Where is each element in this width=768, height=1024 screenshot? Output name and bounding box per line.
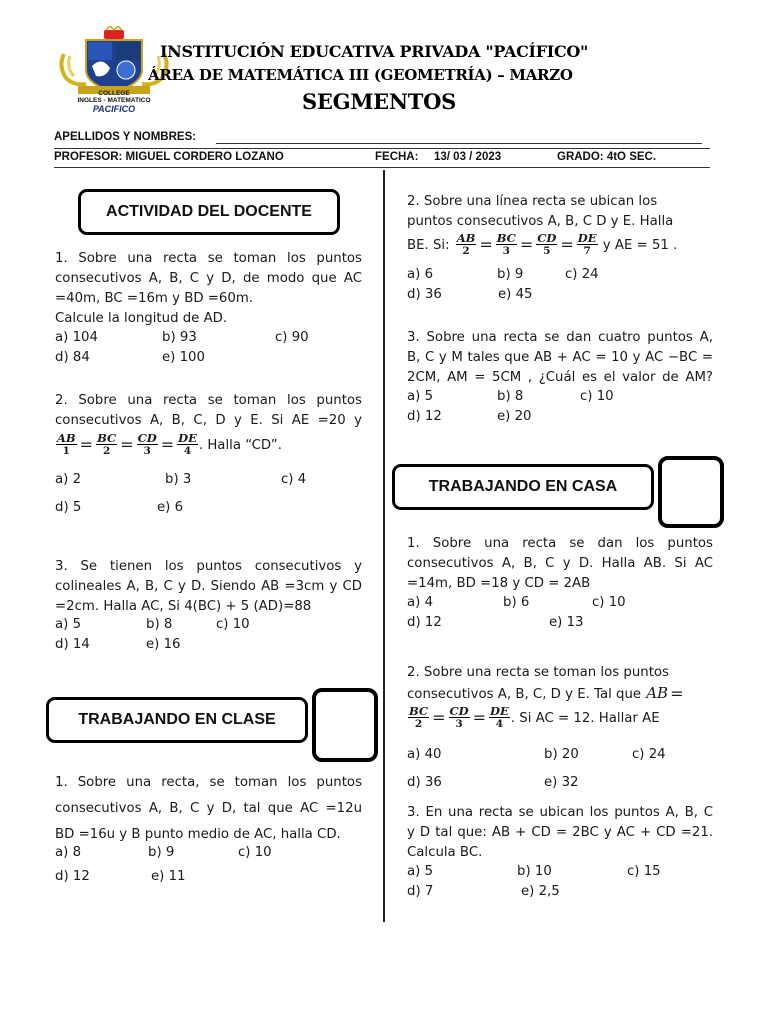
problem-text: 3. Se tienen los puntos consecutivos y [55, 559, 362, 574]
option-c: c) 24 [632, 747, 666, 762]
problem-9 [407, 803, 713, 863]
option-b: b) 6 [503, 595, 530, 610]
option-c: c) 10 [592, 595, 626, 610]
problem-8: 2. Sobre una recta se toman los puntos consecutivos A, B, C, D y E. Tal que AB = $\frac{BC}{2}$ = $\frac{CD}{3}$ = $\frac{DE}{4}$ . Si AC = 12. Hallar AE [407, 663, 713, 730]
problem-text: 3. Sobre una recta se dan cuatro puntos A, [407, 330, 713, 345]
option-a: a) 40 [407, 747, 442, 762]
problem-1 [55, 249, 362, 329]
option-e: e) 32 [544, 775, 579, 790]
option-a: a) 104 [55, 330, 98, 345]
problem-text: 1. Sobre una recta se dan los puntos [407, 536, 713, 551]
problem-text: 1. Sobre una recta, se toman los puntos [55, 775, 362, 790]
answer-box[interactable] [312, 688, 378, 762]
option-a: a) 8 [55, 845, 82, 860]
option-c: c) 10 [580, 389, 614, 404]
option-b: b) 3 [165, 472, 192, 487]
option-a: a) 5 [407, 389, 434, 404]
option-e: e) 2,5 [521, 884, 560, 899]
option-d: d) 84 [55, 350, 90, 365]
option-c: c) 15 [627, 864, 661, 879]
option-d: d) 7 [407, 884, 434, 899]
topic-title: SEGMENTOS [302, 89, 456, 114]
problem-text: consecutivos A, B, C y D, de modo que AC [55, 271, 362, 286]
problem-text: consecutivos A, B, C, D y E. Tal que [407, 687, 642, 702]
problem-text: y D tal que: AB + CD = 2BC y AC + CD =21. [407, 825, 713, 840]
option-c: c) 4 [281, 472, 307, 487]
option-a: a) 6 [407, 267, 434, 282]
problem-text: BD =16u y B punto medio de AC, halla CD. [55, 827, 341, 842]
option-b: b) 9 [497, 267, 524, 282]
section-trabajando-clase: TRABAJANDO EN CLASE [46, 697, 308, 743]
problem-text: 3. En una recta se ubican los puntos A, B, C [407, 805, 713, 820]
problem-3 [55, 557, 362, 617]
option-a: a) 5 [407, 864, 434, 879]
ratio-equation: $\frac{BC}{2}$ = $\frac{CD}{3}$ = $\frac{DE}{4}$ . Si AC = 12. Hallar AE [409, 704, 660, 730]
option-a: a) 2 [55, 472, 82, 487]
names-label: APELLIDOS Y NOMBRES: [54, 131, 197, 143]
problem-text: consecutivos A, B, C, D y E. Si AE =20 y [55, 413, 362, 428]
option-e: e) 11 [151, 869, 186, 884]
column-divider [383, 170, 385, 922]
problem-text: =14m, BD =18 y CD = 2AB [407, 576, 591, 591]
option-d: d) 36 [407, 775, 442, 790]
option-d: d) 12 [55, 869, 90, 884]
option-b: b) 8 [146, 617, 173, 632]
school-title: INSTITUCIÓN EDUCATIVA PRIVADA "PACÍFICO" [160, 42, 589, 61]
option-e: e) 16 [146, 637, 181, 652]
option-c: c) 10 [238, 845, 272, 860]
option-c: c) 90 [275, 330, 309, 345]
problem-4 [55, 770, 362, 848]
answer-box[interactable] [658, 456, 724, 528]
area-title: ÁREA DE MATEMÁTICA III (GEOMETRÍA) – MARZO [148, 66, 573, 84]
problem-text: 2. Sobre una línea recta se ubican los [407, 194, 658, 209]
problem-text: 2. Sobre una recta se toman los puntos [55, 393, 362, 408]
option-e: e) 20 [497, 409, 532, 424]
option-e: e) 100 [162, 350, 205, 365]
option-b: b) 93 [162, 330, 197, 345]
option-d: d) 5 [55, 500, 82, 515]
option-e: e) 45 [498, 287, 533, 302]
grade-label: GRADO: 4tO SEC. [557, 151, 657, 163]
problem-text: 1. Sobre una recta se toman los puntos [55, 251, 362, 266]
option-a: a) 5 [55, 617, 82, 632]
logo-caption: COLLEGE INGLES - MATEMATICO PACIFICO [77, 90, 151, 114]
problem-text: Calcula BC. [407, 845, 483, 860]
names-field[interactable] [216, 143, 702, 144]
option-d: d) 14 [55, 637, 90, 652]
option-e: e) 6 [157, 500, 184, 515]
problem-text: colineales A, B, C y D. Siendo AB =3cm y CD [55, 579, 362, 594]
option-b: b) 10 [517, 864, 552, 879]
header-rule-bottom [54, 167, 710, 168]
problem-text: =40m, BC =16m y BD =60m. [55, 291, 254, 306]
section-actividad-docente: ACTIVIDAD DEL DOCENTE [78, 189, 340, 235]
ratio-equation: BE. Si: $\frac{AB}{2}$ = $\frac{BC}{3}$ = $\frac{CD}{5}$ = $\frac{DE}{7}$ y AE = 51 . [407, 231, 678, 257]
problem-text: Calcule la longitud de AD. [55, 311, 228, 326]
date-value: 13/ 03 / 2023 [434, 151, 502, 163]
option-d: d) 36 [407, 287, 442, 302]
problem-7 [407, 534, 713, 594]
problem-text: consecutivos A, B, C y D. Halla AB. Si AC [407, 556, 713, 571]
option-b: b) 9 [148, 845, 175, 860]
problem-text: consecutivos A, B, C y D, tal que AC =12u [55, 801, 362, 816]
problem-2 [55, 391, 362, 457]
option-c: c) 10 [216, 617, 250, 632]
option-b: b) 20 [544, 747, 579, 762]
problem-text: 2. Sobre una recta se toman los puntos [407, 665, 669, 680]
section-trabajando-casa: TRABAJANDO EN CASA [392, 464, 654, 510]
problem-text: puntos consecutivos A, B, C D y E. Halla [407, 214, 674, 229]
option-d: d) 12 [407, 409, 442, 424]
ratio-equation: $\frac{AB}{1}$ = $\frac{BC}{2}$ = $\frac{CD}{3}$ = $\frac{DE}{4}$ . Halla “CD”. [57, 431, 282, 457]
option-d: d) 12 [407, 615, 442, 630]
problem-6 [407, 328, 713, 388]
option-c: c) 24 [565, 267, 599, 282]
option-e: e) 13 [549, 615, 584, 630]
problem-text: 2CM, AM = 5CM , ¿Cuál es el valor de AM? [407, 370, 713, 385]
problem-text: B, C y M tales que AB + AC = 10 y AC −BC = [407, 350, 713, 365]
teacher-label: PROFESOR: MIGUEL CORDERO LOZANO [54, 151, 284, 163]
option-a: a) 4 [407, 595, 434, 610]
option-b: b) 8 [497, 389, 524, 404]
date-label: FECHA: [375, 151, 419, 163]
problem-text: =2cm. Halla AC, Si 4(BC) + 5 (AD)=88 [55, 599, 312, 614]
header-rule-top [54, 148, 710, 149]
problem-5 [407, 192, 713, 257]
